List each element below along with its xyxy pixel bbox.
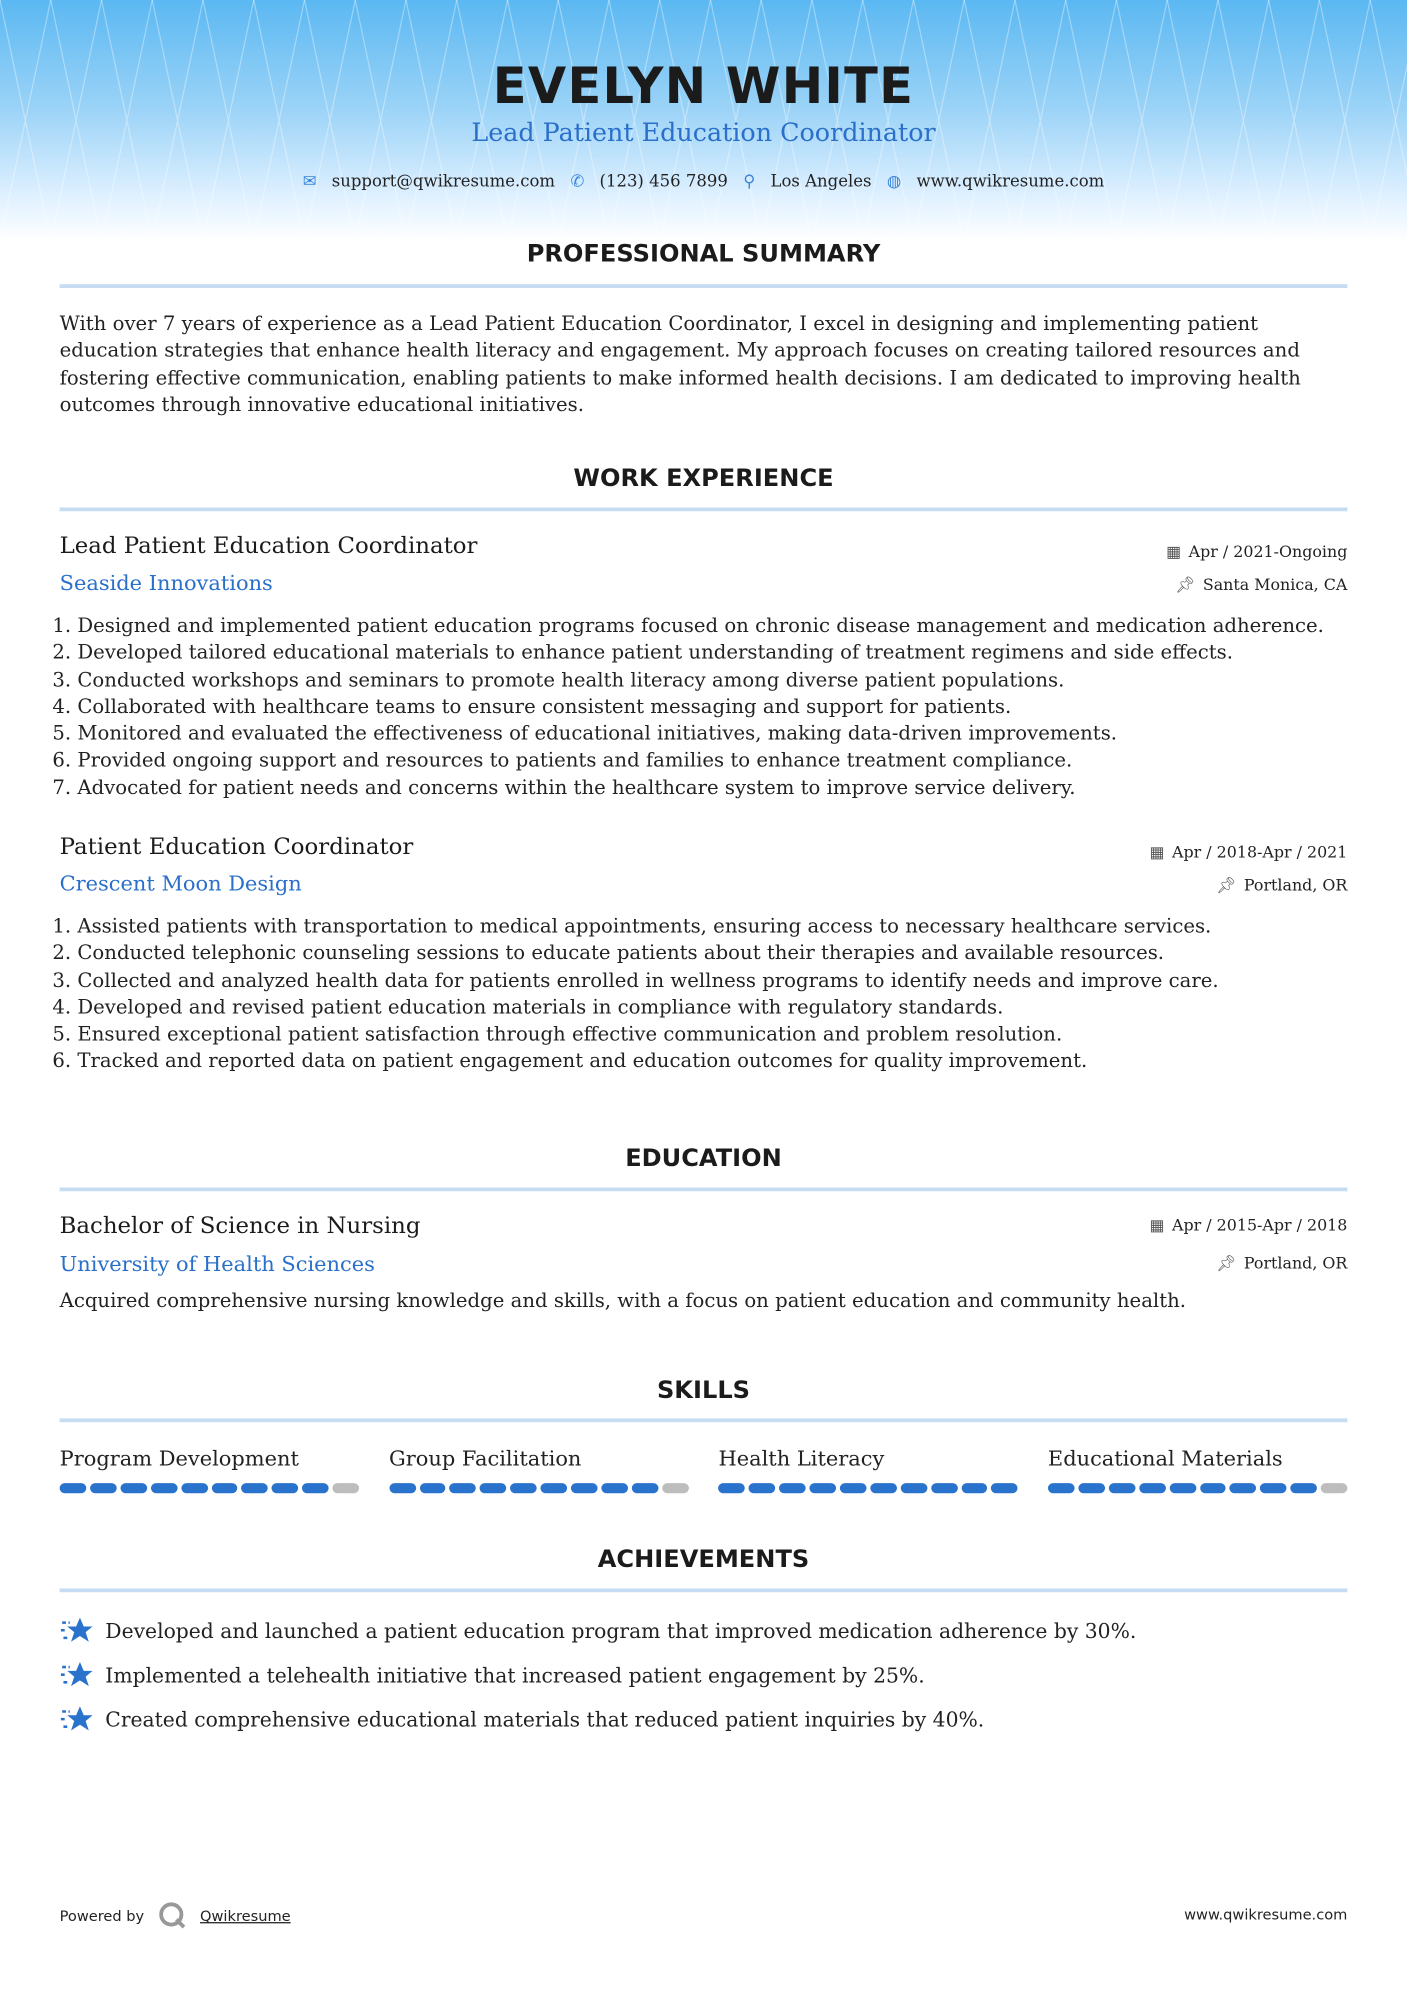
pin-icon: 📌︎ [1216,875,1237,895]
location-text: Portland, OR [1243,875,1348,895]
skill-name: Group Facilitation [389,1446,582,1471]
section-heading-education: EDUCATION [625,1144,782,1173]
skill-level-segment [900,1483,927,1493]
skill-level-segment [151,1483,178,1493]
skill-level-segment [541,1483,568,1493]
award-star-icon [60,1705,93,1733]
bullet: 4. Collaborated with healthcare teams to ensure consistent messaging and support for patients. [77,694,1384,721]
section-heading-skills: SKILLS [656,1376,751,1405]
skill-level-segment [181,1483,208,1493]
phone-text: (123) 456 7899 [599,172,728,192]
divider [60,1188,1348,1192]
skill-level-segment [419,1483,446,1493]
skill-item [60,1446,359,1493]
degree: Bachelor of Science in Nursing [59,1212,421,1240]
skill-level-segment [60,1483,87,1493]
dates-text: Apr / 2018-Apr / 2021 [1172,842,1348,862]
skill-name: Educational Materials [1047,1446,1283,1471]
skill-level-segment [749,1483,776,1493]
skill-level-segment [779,1483,806,1493]
skill-level-segment [601,1483,628,1493]
calendar-icon: ▦ [1149,842,1165,862]
bullet: 5. Monitored and evaluated the effectiveness of educational initiatives, making data-driven improvements. [77,721,1384,748]
skill-level-segment [480,1483,507,1493]
skill-level-segment [1321,1483,1348,1493]
job-bullets [60,613,1385,802]
skill-name: Health Literacy [718,1446,885,1471]
skill-item [718,1446,1017,1493]
skill-level-segment [1139,1483,1166,1493]
company-name: Seaside Innovations [59,570,273,596]
bullet: 2. Developed tailored educational materials to enhance patient understanding of treatment regimens and side effects. [77,640,1384,667]
section-heading-summary: PROFESSIONAL SUMMARY [526,239,881,268]
skill-level-segment [1260,1483,1287,1493]
education-location [1216,1253,1347,1273]
achievement-text: Implemented a telehealth initiative that increased patient engagement by 25%. [105,1662,925,1687]
skill-level-bar [1048,1483,1347,1493]
pin-icon: 📌︎ [1216,1253,1237,1273]
skill-level-segment [991,1483,1018,1493]
achievement-text: Developed and launched a patient education program that improved medication adherence by 30%. [105,1618,1137,1643]
skill-level-segment [211,1483,238,1493]
location-pin-icon: ⚲ [743,172,756,192]
bullet: 5. Ensured exceptional patient satisfaction through effective communication and problem resolution. [77,1022,1384,1049]
skill-item [389,1446,688,1493]
location-text: Portland, OR [1243,1253,1348,1273]
skill-level-segment [333,1483,360,1493]
location-text: Los Angeles [770,172,872,192]
bullet: 3. Collected and analyzed health data for patients enrolled in wellness programs to identify needs and improve care. [77,968,1384,995]
skill-level-bar [60,1483,359,1493]
school-name: University of Health Sciences [59,1252,375,1277]
skill-name: Program Development [59,1446,299,1471]
skill-level-segment [662,1483,689,1493]
location-text: Santa Monica, CA [1202,574,1348,594]
dates-text: Apr / 2021-Ongoing [1188,541,1348,561]
job-bullets [60,913,1385,1075]
achievement-text: Created comprehensive educational materials that reduced patient inquiries by 40%. [105,1707,985,1732]
summary-text: With over 7 years of experience as a Lead Patient Education Coordinator, I excel in designing and implementing patient education strategies that enhance health literacy and engagement. My approach focuses on creating tailored resources and fostering effective communication, enabling patients to make informed health decisions. I am dedicated to improving health outcomes through innovative educational initiatives. [59,312,1301,416]
divider [60,284,1348,288]
calendar-icon: ▦ [1166,541,1182,561]
candidate-name: EVELYN WHITE [492,58,915,116]
globe-icon: ◍ [886,172,902,192]
divider [60,1588,1348,1592]
bullet: 2. Conducted telephonic counseling sessions to educate patients about their therapies and available resources. [77,940,1384,967]
footer-powered-by [60,1901,291,1931]
skill-level-segment [870,1483,897,1493]
job-title: Lead Patient Education Coordinator [59,532,478,560]
website-link[interactable]: www.qwikresume.com [916,172,1105,192]
skill-level-segment [961,1483,988,1493]
skill-level-segment [840,1483,867,1493]
skill-level-segment [242,1483,269,1493]
email-link[interactable]: support@qwikresume.com [331,172,556,192]
company-name: Crescent Moon Design [59,871,302,896]
bullet: 1. Designed and implemented patient education programs focused on chronic disease management and medication adherence. [77,613,1384,640]
skill-level-segment [272,1483,299,1493]
skills-list [60,1446,1348,1493]
divider [60,1418,1348,1422]
award-star-icon [60,1616,93,1644]
achievement-item [60,1616,1137,1644]
bullet: 6. Provided ongoing support and resources to patients and families to enhance treatment compliance. [77,748,1384,775]
bullet: 7. Advocated for patient needs and concerns within the healthcare system to improve service delivery. [77,775,1384,802]
section-heading-achievements: ACHIEVEMENTS [597,1545,810,1574]
section-heading-experience: WORK EXPERIENCE [573,464,834,493]
bullet: 6. Tracked and reported data on patient engagement and education outcomes for quality improvement. [77,1049,1384,1076]
skill-level-segment [1169,1483,1196,1493]
skill-level-segment [90,1483,117,1493]
skill-level-segment [1230,1483,1257,1493]
education-dates [1149,1215,1347,1234]
skill-level-segment [1291,1483,1318,1493]
email-icon: ✉ [302,172,317,192]
qwikresume-logo-icon [157,1901,187,1931]
brand-link[interactable]: Qwikresume [200,1906,291,1925]
job-location [1175,575,1347,595]
job-dates [1166,542,1347,561]
skill-level-segment [510,1483,537,1493]
bullet: 1. Assisted patients with transportation to medical appointments, ensuring access to necessary healthcare services. [77,913,1384,940]
candidate-title: Lead Patient Education Coordinator [471,116,936,148]
phone-icon: ✆ [570,172,585,192]
powered-by-label: Powered by [59,1906,145,1925]
award-star-icon [60,1661,93,1689]
skill-level-segment [389,1483,416,1493]
skill-level-segment [302,1483,329,1493]
contact-bar [0,173,1407,192]
skill-level-segment [1200,1483,1227,1493]
skill-level-segment [1048,1483,1075,1493]
skill-level-bar [718,1483,1017,1493]
job-title: Patient Education Coordinator [59,833,414,861]
bullet: 3. Conducted workshops and seminars to promote health literacy among diverse patient populations. [77,667,1384,694]
job-location [1216,875,1347,895]
education-description: Acquired comprehensive nursing knowledge and skills, with a focus on patient education and community health. [59,1288,1187,1312]
achievement-item [60,1705,985,1733]
bullet: 4. Developed and revised patient education materials in compliance with regulatory standards. [77,995,1384,1022]
job-dates [1149,842,1347,861]
achievement-item [60,1661,925,1689]
footer-website[interactable]: www.qwikresume.com [1184,1905,1348,1924]
skill-level-segment [718,1483,745,1493]
skill-level-segment [1078,1483,1105,1493]
skill-level-segment [809,1483,836,1493]
skill-level-bar [389,1483,688,1493]
skill-level-segment [450,1483,477,1493]
skill-level-segment [632,1483,659,1493]
skill-level-segment [1109,1483,1136,1493]
skill-level-segment [931,1483,958,1493]
calendar-icon: ▦ [1149,1215,1165,1235]
divider [60,507,1348,511]
skill-level-segment [571,1483,598,1493]
pin-icon: 📌︎ [1175,574,1196,594]
dates-text: Apr / 2015-Apr / 2018 [1172,1215,1348,1235]
skill-level-segment [120,1483,147,1493]
skill-item [1048,1446,1347,1493]
